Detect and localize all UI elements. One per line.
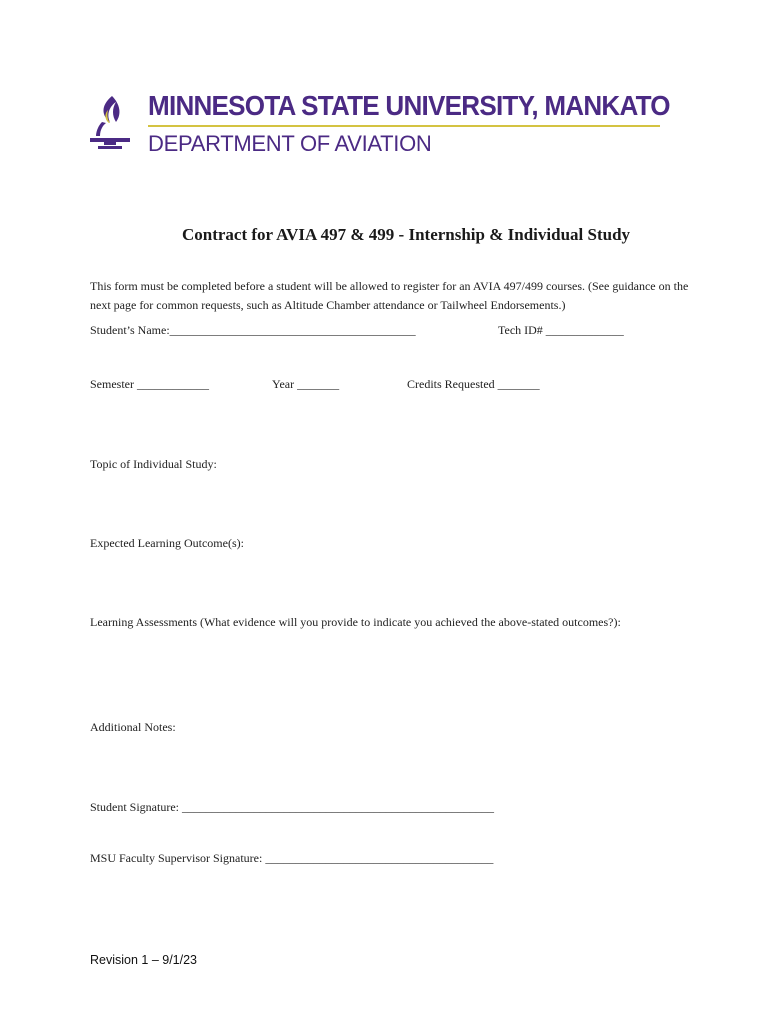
revision-footer: Revision 1 – 9/1/23 (90, 953, 198, 967)
tech-id-field[interactable]: Tech ID# _____________ (498, 323, 624, 337)
student-signature-field[interactable]: Student Signature: ____________________________________________________ (90, 800, 494, 814)
faculty-signature-field[interactable]: MSU Faculty Supervisor Signature: ______________________________________ (90, 851, 494, 865)
torch-logo-icon (88, 92, 132, 154)
department-name: DEPARTMENT OF AVIATION (148, 131, 432, 156)
form-intro: This form must be completed before a student will be allowed to register for an AVIA 497/499 courses. (See guidance on the next page for common requests, such as Altitude Chamber attendance or Tailwheel Endorsements.) (90, 279, 689, 312)
semester-field[interactable]: Semester ____________ (90, 377, 209, 391)
outcomes-label: Expected Learning Outcome(s): (90, 536, 244, 550)
year-field[interactable]: Year _______ (272, 377, 340, 391)
form-title: Contract for AVIA 497 & 499 - Internship & Individual Study (181, 225, 631, 244)
student-name-field[interactable]: Student’s Name:_________________________________________ (90, 323, 416, 337)
header-divider (148, 125, 660, 127)
assessments-label: Learning Assessments (What evidence will you provide to indicate you achieved the above-stated outcomes?): (90, 615, 621, 629)
topic-label: Topic of Individual Study: (90, 457, 217, 471)
additional-notes-label: Additional Notes: (90, 720, 176, 734)
credits-requested-field[interactable]: Credits Requested _______ (407, 377, 540, 391)
university-name: MINNESOTA STATE UNIVERSITY, MANKATO (148, 90, 670, 121)
